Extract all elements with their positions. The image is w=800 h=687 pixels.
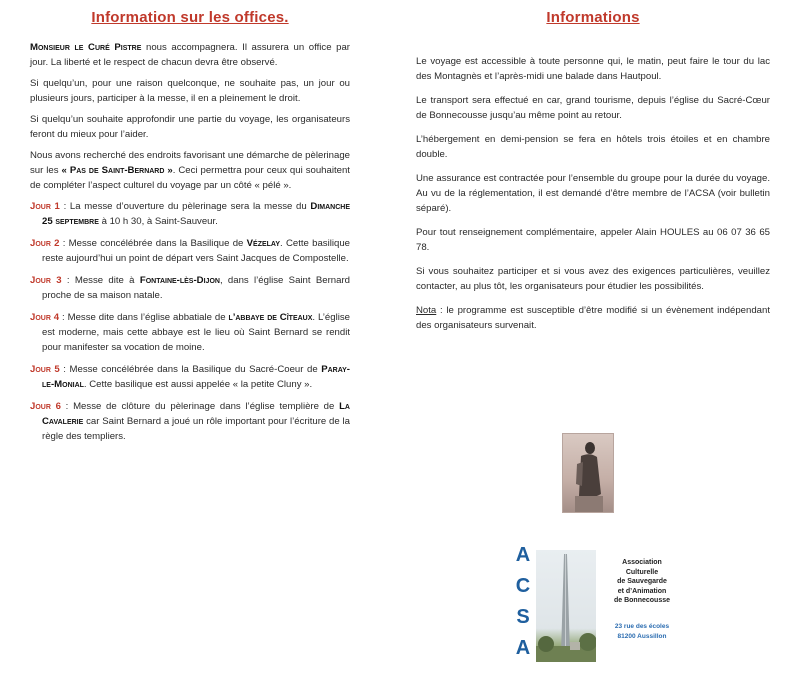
info-paragraph-2: Le transport sera effectué en car, grand tourisme, depuis l’église du Sacré-Cœur de Bonnecousse jusqu’au même point au retour.	[416, 95, 770, 121]
tower-photo	[536, 550, 596, 662]
tower-image	[536, 550, 596, 662]
day-item-1: Jour 1 : La messe d’ouverture du pèlerinage sera la messe du Dimanche 25 septembre à 10 h 30, à Saint-Sauveur.	[30, 201, 350, 227]
informations-title: Informations	[546, 9, 640, 26]
info-paragraph-3: L’hébergement en demi-pension se fera en hôtels trois étoiles et en chambre double.	[416, 134, 770, 160]
day-item-3: Jour 3 : Messe dite à Fontaine-lès-Dijon, dans l’église Saint Bernard proche de sa maison natale.	[30, 275, 350, 301]
day-item-5: Jour 5 : Messe concélébrée dans la Basilique du Sacré-Coeur de Paray-le-Monial. Cette basilique est aussi appelée « la petite Cluny ».	[30, 364, 350, 390]
intro-paragraph-1	[30, 40, 350, 70]
nota-paragraph: Nota : le programme est susceptible d’être modifié si un évènement indépendant des organisateurs survenait.	[416, 305, 770, 331]
offices-column	[30, 0, 350, 451]
info-paragraph-6: Si vous souhaitez participer et si vous avez des exigences particulières, veuillez contacter, au plus tôt, les organisateurs pour étudier les possibilités.	[416, 266, 770, 292]
offices-title: Information sur les offices.	[91, 9, 289, 26]
info-paragraph-4: Une assurance est contractée pour l’ensemble du groupe pour la durée du voyage. Au vu de la réglementation, il est demandé d’être membre de l’ACSA (voir bulletin séparé).	[416, 173, 770, 214]
cure-name: Monsieur le Curé Pistre	[30, 42, 142, 53]
day-item-2: Jour 2 : Messe concélébrée dans la Basilique de Vézelay. Cette basilique reste aujourd’hui un point de départ vers Saint Jacques de Compostelle.	[30, 238, 350, 264]
acsa-logo-block	[512, 540, 712, 665]
pas-de-saint-bernard: « Pas de Saint-Bernard »	[61, 165, 173, 176]
statue-image	[563, 434, 613, 512]
day-item-4: Jour 4 : Messe dite dans l’église abbatiale de l’abbaye de Cîteaux. L’église est moderne, mais cette abbaye est le lieu où Saint Bernard se rendit pour manifester sa vocation de moine.	[30, 312, 350, 353]
info-paragraph-1: Le voyage est accessible à toute personne qui, le matin, peut faire le tour du lac des Montagnès et l’après-midi une balade dans Hautpoul.	[416, 56, 770, 82]
intro-paragraph-3: Si quelqu’un souhaite approfondir une partie du voyage, les organisateurs feront du mieux pour l’aider.	[30, 114, 350, 140]
info-paragraph-5: Pour tout renseignement complémentaire, appeler Alain HOULES au 06 07 36 65 78.	[416, 227, 770, 253]
intro-paragraph-2: Si quelqu’un, pour une raison quelconque, ne souhaite pas, un jour ou plusieurs jours, participer à la messe, il en a pleinement le droit.	[30, 78, 350, 104]
informations-column	[416, 0, 770, 342]
acsa-name: Association Culturelle de Sauvegarde et d’Animation de Bonnecousse	[613, 559, 670, 604]
intro-paragraph-4: Nous avons recherché des endroits favorisant une démarche de pèlerinage sur les « Pas de Saint-Bernard ». Ceci permettra pour ceux qui souhaitent de compléter l’aspect culturel du voyage par un côté « pélé ».	[30, 150, 350, 191]
acsa-address: 23 rue des écoles 81200 Aussillon	[614, 623, 670, 640]
intro-p1-text: nous accompagnera. Il assurera un office par jour. La liberté et le respect de chacun devra être observé.	[30, 42, 351, 68]
day-item-6: Jour 6 : Messe de clôture du pèlerinage dans l’église templière de La Cavalerie car Saint Bernard a joué un rôle important pour l’écriture de la règle des templiers.	[30, 401, 350, 442]
acsa-letters: A C S A	[515, 544, 531, 659]
saint-statue-photo	[562, 433, 614, 513]
nota-label: Nota	[416, 305, 437, 316]
